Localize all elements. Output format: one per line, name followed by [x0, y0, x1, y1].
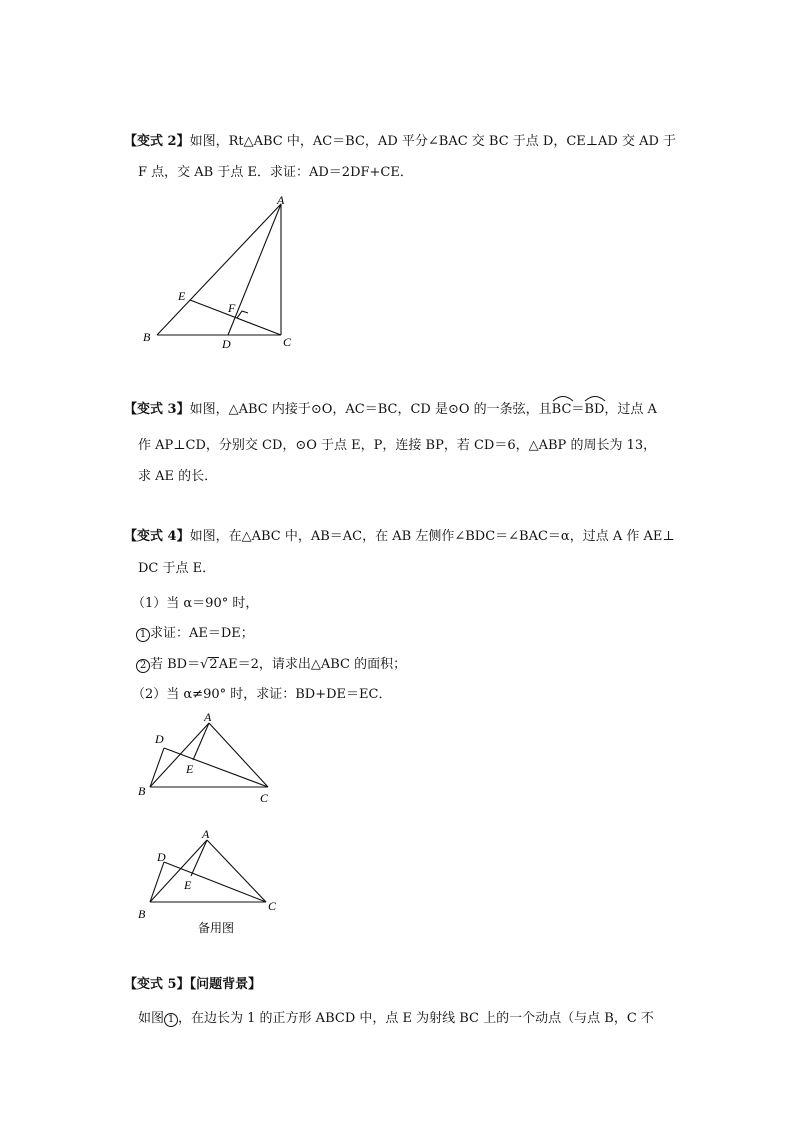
arc-BC — [552, 401, 572, 419]
problem-v4-part1b-post: AE＝2，请求出△ABC 的面积； — [218, 657, 407, 672]
problem-v5-pre: 如图 — [138, 1011, 165, 1026]
fig-v2-label-E: E — [178, 289, 186, 303]
fig-v4b-label-B: B — [138, 907, 146, 921]
fig-v4-label-D: D — [155, 732, 164, 746]
fig-v4b-label-D: D — [157, 850, 166, 864]
arc-BC-label: BC — [551, 402, 572, 417]
problem-v5-tag: 【变式 5】 — [124, 977, 190, 992]
problem-v3-text1a: 如图，△ABC 内接于⊙O，AC＝BC，CD 是⊙O 的一条弦，且 — [189, 402, 552, 417]
fig-v2-label-C: C — [283, 335, 292, 349]
problem-v4-line1 — [124, 528, 675, 546]
sqrt-radicand: 2 — [209, 657, 218, 672]
figure-v4-main — [130, 705, 290, 810]
fig-v4-label-B: B — [138, 784, 146, 798]
fig-v4b-label-C: C — [268, 899, 277, 913]
problem-v3-text1b: ，过点 A — [604, 402, 657, 417]
fig-v4b-caption: 备用图 — [198, 921, 235, 935]
problem-v3-tag: 【变式 3】 — [124, 402, 190, 417]
arc-equals: ＝ — [571, 402, 585, 417]
circled-number-2: 2 — [136, 659, 150, 673]
arc-mark-icon — [584, 394, 606, 402]
problem-v4-tag: 【变式 4】 — [124, 529, 190, 544]
problem-v3-line3: 求 AE 的长． — [138, 469, 218, 484]
fig-v4b-label-E: E — [184, 878, 192, 892]
problem-v4-part1a-text: 求证：AE＝DE； — [150, 626, 254, 641]
problem-v2-line1 — [124, 133, 676, 151]
fig-v4b-label-A: A — [202, 827, 210, 841]
problem-v4-text1: 如图，在△ABC 中，AB＝AC，在 AB 左侧作∠BDC＝∠BAC＝α，过点 A 作 AE⊥ — [189, 529, 675, 544]
problem-v3-line1 — [124, 401, 657, 419]
problem-v4-part2: （2）当 α≠90° 时，求证：BD+DE＝EC． — [132, 687, 392, 702]
problem-v2-text1: 如图，Rt△ABC 中，AC＝BC，AD 平分∠BAC 交 BC 于点 D，CE⊥AD 交 AD 于 — [189, 134, 677, 149]
problem-v2-line2: F 点，交 AB 于点 E．求证：AD＝2DF+CE． — [138, 165, 413, 180]
circled-number-1: 1 — [136, 628, 150, 642]
fig-v2-label-A: A — [277, 193, 285, 207]
problem-v4-line2: DC 于点 E． — [138, 561, 216, 576]
fig-v2-label-D: D — [222, 337, 231, 351]
arc-mark-icon — [552, 394, 574, 402]
problem-v5-line1 — [124, 976, 261, 994]
problem-v5-subtitle: 【问题背景】 — [189, 977, 262, 992]
problem-v4-part1b-pre: 若 BD＝ — [150, 657, 201, 672]
arc-BD-label: BD — [584, 402, 605, 417]
sqrt-icon: √ — [200, 657, 209, 672]
fig-v4-label-A: A — [204, 710, 212, 724]
fig-v2-label-B: B — [143, 330, 151, 344]
fig-v2-label-F: F — [228, 301, 236, 315]
problem-v5-post: ，在边长为 1 的正方形 ABCD 中，点 E 为射线 BC 上的一个动点（与点 B，C 不 — [178, 1011, 654, 1026]
problem-v4-part1a — [136, 625, 254, 643]
figure-v4-backup — [130, 820, 290, 940]
fig-v4-label-C: C — [260, 791, 269, 805]
problem-v3-line2: 作 AP⊥CD，分别交 CD，⊙O 于点 E，P，连接 BP，若 CD＝6，△ABP 的周长为 13， — [138, 438, 657, 453]
problem-v4-part1b — [136, 656, 406, 674]
fig-v4-label-E: E — [186, 762, 194, 776]
problem-v5-line2 — [138, 1010, 654, 1028]
circled-number-1-fig: 1 — [164, 1013, 178, 1027]
problem-v2-tag: 【变式 2】 — [124, 134, 190, 149]
problem-v4-part1: （1）当 α＝90° 时， — [132, 596, 259, 611]
figure-v2-triangle — [130, 190, 310, 355]
arc-BD — [584, 401, 604, 419]
